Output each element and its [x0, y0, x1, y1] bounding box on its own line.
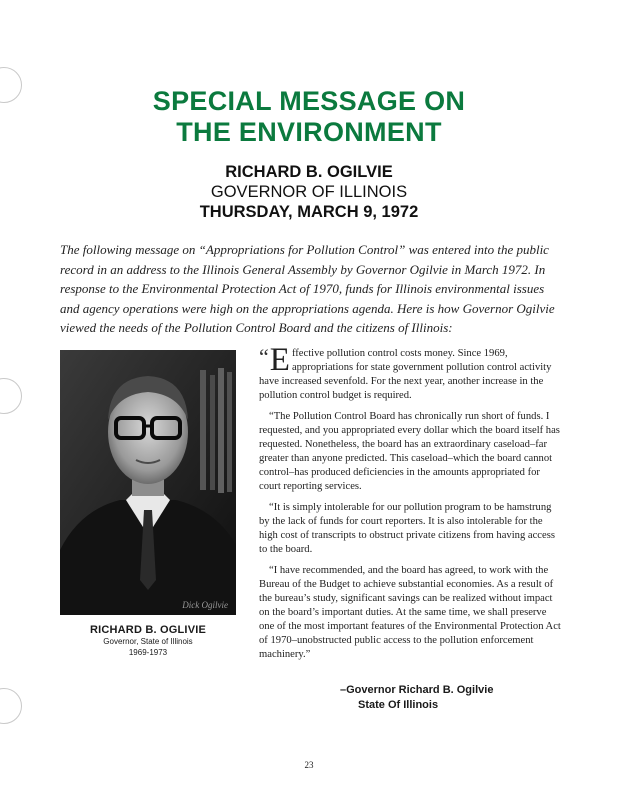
title-line-2: THE ENVIRONMENT — [176, 117, 442, 147]
punch-hole — [0, 688, 22, 724]
quote-body — [259, 342, 561, 669]
quote-paragraph-3: “It is simply intolerable for our pollution program to be hamstrung by the lack of funds for court reporters. It is also intolerable for the high cost of transcripts to obstruct private citizens from having access to the board. — [259, 502, 555, 555]
quote-paragraph-1 — [259, 342, 561, 403]
photo-caption-name: RICHARD B. OGLIVIE — [89, 624, 207, 636]
signature-line-2: State Of Illinois — [358, 699, 439, 711]
intro-paragraph: The following message on “Appropriations for Pollution Control” was entered into the public record in an address to the Illinois General Assembly by Governor Ogilvie in March 1972. In response to the Environmental Protection Act of 1970, funds for Illinois environmental issues and agency operations were high on the appropriations agenda. Here is how Governor Ogilvie viewed the needs of the Pollution Control Board and the citizens of Illinois: — [60, 242, 555, 335]
drop-cap: E — [269, 342, 290, 378]
title-line-1: SPECIAL MESSAGE ON — [152, 86, 466, 116]
portrait-signature: Dick Ogilvie — [182, 600, 228, 610]
quote-paragraph-4: “I have recommended, and the board has agreed, to work with the Bureau of the Budget to achieve substantial economies. As a result of the bureau’s study, significant savings can be realized without impact on the board’s important duties. At the same time, we shall preserve one of the most important features of the Environmental Protection Act of 1970–unobstructed public access to the pollution enforcement machinery.” — [259, 565, 561, 660]
signature-line-1: –Governor Richard B. Ogilvie — [340, 684, 494, 696]
quote-paragraph-1-text: ffective pollution control costs money. Since 1969, appropriations for state government pollution control activity have increased sevenfold. For the next year, another increase in the pollution control budget is required. — [259, 348, 552, 401]
portrait-illustration — [60, 350, 236, 615]
photo-caption-years: 1969-1973 — [128, 648, 168, 657]
governor-portrait — [60, 350, 236, 615]
message-date: THURSDAY, MARCH 9, 1972 — [199, 203, 419, 221]
author-position: GOVERNOR OF ILLINOIS — [210, 183, 408, 201]
author-name: RICHARD B. OGILVIE — [225, 163, 393, 181]
open-quote-mark: “ — [259, 344, 269, 369]
photo-caption-role: Governor, State of Illinois — [103, 637, 193, 646]
quote-paragraph-2: “The Pollution Control Board has chronically run short of funds. I requested, and you appropriated every dollar which the board itself has requested. Nonetheless, the board has an extraordinary caseload–far greater than anyone predicted. This caseload–which the board cannot control–has produced deficiencies in the amounts appropriated for court reporting services. — [259, 411, 560, 492]
punch-hole — [0, 378, 22, 414]
page-number: 23 — [304, 760, 314, 770]
